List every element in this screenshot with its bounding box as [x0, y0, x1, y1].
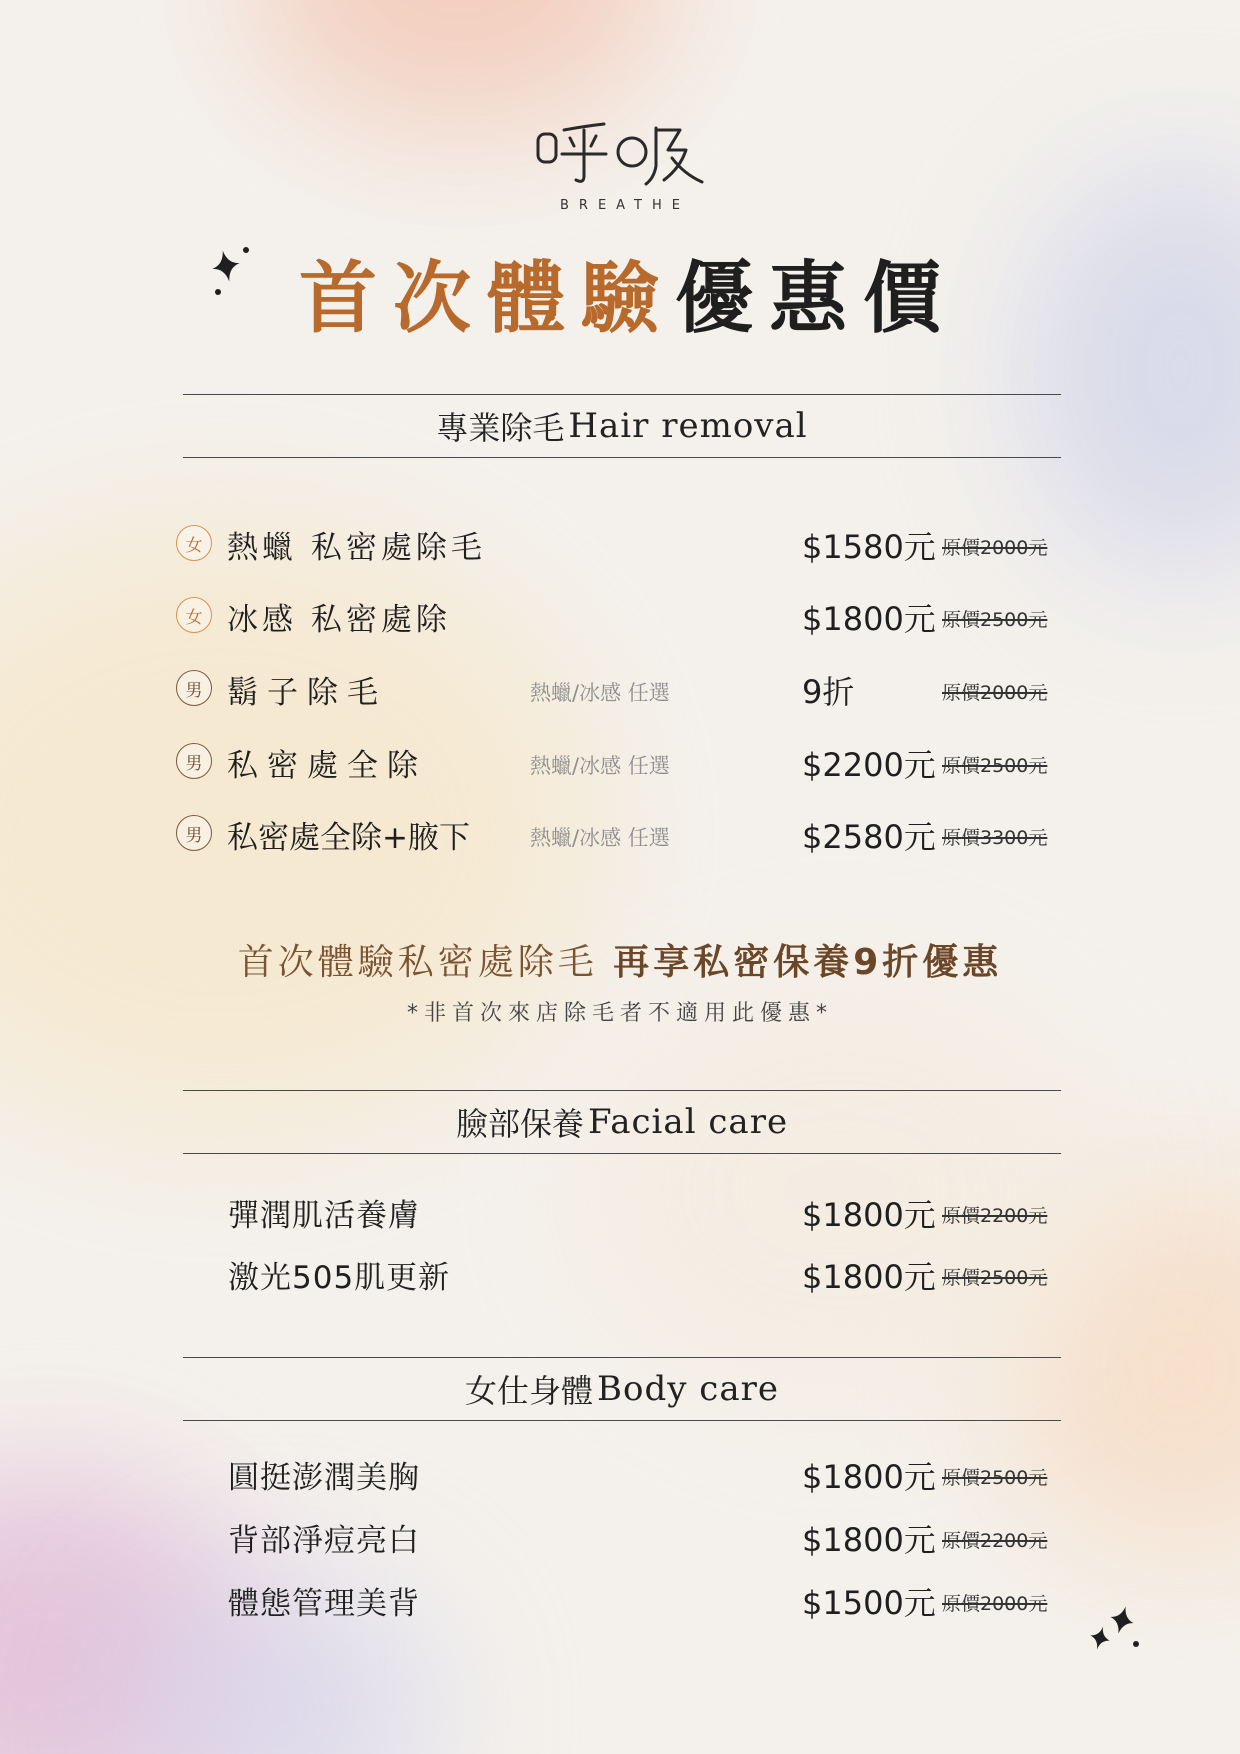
item-original-price: 原價2000元 — [942, 537, 1048, 559]
item-name: 激光505肌更新 — [228, 1260, 451, 1296]
list-item — [0, 738, 1240, 788]
item-price: $1800元 — [802, 1196, 936, 1234]
title-highlight: 首次體驗 — [298, 253, 675, 344]
sparkle-icon — [1086, 1602, 1144, 1662]
item-price: $1800元 — [802, 1521, 936, 1559]
promo-note: *非首次來店除毛者不適用此優惠* — [406, 1001, 833, 1026]
list-item — [0, 810, 1240, 860]
male-badge: 男 — [176, 670, 212, 706]
item-original-price: 原價2500元 — [942, 1267, 1048, 1289]
item-price: $1800元 — [802, 1458, 936, 1496]
item-name: 熱蠟 私密處除毛 — [227, 530, 486, 566]
item-method: 熱蠟/冰感 任選 — [530, 754, 670, 778]
list-item — [0, 1513, 1240, 1563]
item-original-price: 原價2500元 — [942, 1467, 1048, 1489]
item-original-price: 原價2500元 — [942, 755, 1048, 777]
item-price: $2580元 — [802, 818, 936, 856]
item-original-price: 原價2200元 — [942, 1530, 1048, 1552]
male-badge: 男 — [176, 743, 212, 779]
page-title — [0, 253, 1240, 344]
item-name: 彈潤肌活養膚 — [228, 1198, 420, 1234]
female-badge: 女 — [176, 597, 212, 633]
item-name: 私密處全除 — [227, 748, 427, 784]
brand-tagline: BREATHE — [560, 198, 690, 213]
female-badge: 女 — [176, 525, 212, 561]
list-item — [0, 1188, 1240, 1238]
list-item — [0, 592, 1240, 642]
item-name: 鬍子除毛 — [227, 675, 387, 711]
male-badge: 男 — [176, 815, 212, 851]
item-name: 圓挺澎潤美胸 — [228, 1460, 420, 1496]
item-name: 私密處全除+腋下 — [227, 820, 470, 856]
section-header-hair-removal: 專業除毛 Hair removal — [183, 394, 1061, 458]
item-original-price: 原價3300元 — [942, 827, 1048, 849]
promo-text: 首次體驗私密處除毛 再享私密保養9折優惠 — [237, 942, 1003, 983]
item-price: $1800元 — [802, 600, 936, 638]
item-method: 熱蠟/冰感 任選 — [530, 826, 670, 850]
item-original-price: 原價2200元 — [942, 1205, 1048, 1227]
item-name: 背部淨痘亮白 — [228, 1523, 420, 1559]
item-price: $2200元 — [802, 746, 936, 784]
item-original-price: 原價2000元 — [942, 1593, 1048, 1615]
item-original-price: 原價2000元 — [942, 682, 1048, 704]
item-method: 熱蠟/冰感 任選 — [530, 681, 670, 705]
title-main: 優惠價 — [675, 253, 958, 344]
item-price: 9折 — [802, 673, 855, 711]
item-original-price: 原價2500元 — [942, 609, 1048, 631]
item-name: 體態管理美背 — [228, 1586, 420, 1622]
item-price: $1500元 — [802, 1584, 936, 1622]
list-item — [0, 1250, 1240, 1300]
brand-logo — [534, 118, 708, 190]
item-price: $1580元 — [802, 528, 936, 566]
list-item — [0, 1576, 1240, 1626]
section-header-body-care: 女仕身體 Body care — [183, 1357, 1061, 1421]
list-item — [0, 1450, 1240, 1500]
section-header-facial-care: 臉部保養 Facial care — [183, 1090, 1061, 1154]
item-name: 冰感 私密處除 — [227, 602, 451, 638]
item-price: $1800元 — [802, 1258, 936, 1296]
list-item — [0, 665, 1240, 715]
list-item — [0, 520, 1240, 570]
